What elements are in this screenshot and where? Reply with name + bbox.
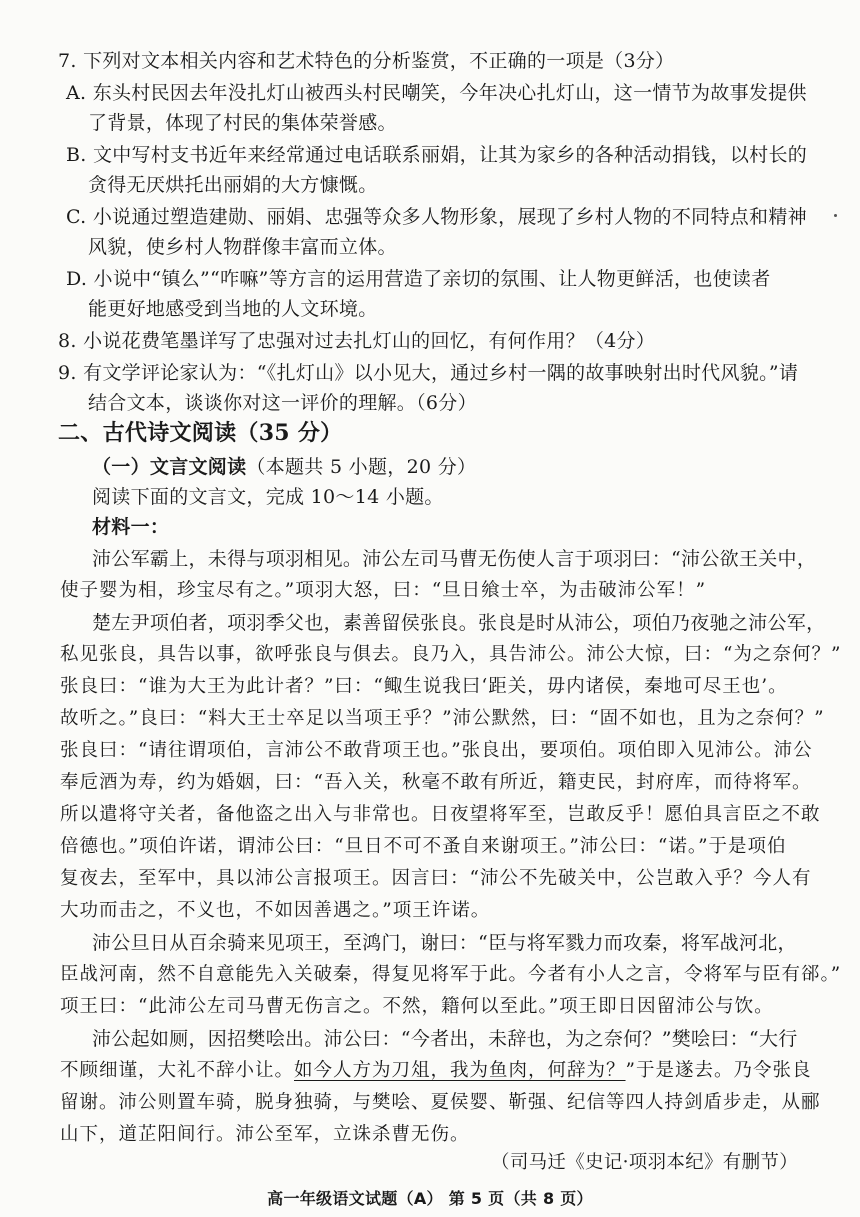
- q7-option-d-cont: 能更好地感受到当地的人文环境。: [88, 298, 378, 320]
- passage-line: 倍德也。”项伯许诺，谓沛公曰：“旦日不可不蚤自来谢项王。”沛公曰：“诺。”于是项伯: [60, 836, 787, 857]
- passage-line: 臣战河南，然不自意能先入关破秦，得复见将军于此。今者有小人之言，令将军与臣有郤。”: [60, 964, 842, 985]
- passage-line: 大功而击之，不义也，不如因善遇之。”项王许诺。: [60, 900, 491, 921]
- passage-line: 项王曰：“此沛公左司马曹无伤言之。不然，籍何以至此。”项王即日因留沛公与饮。: [60, 996, 774, 1017]
- underlined-sentence: 如今人方为刀俎，我为鱼肉，何辞为？: [294, 1060, 626, 1081]
- subsection-label: （一）文言文阅读: [92, 456, 247, 478]
- q9-cont: 结合文本，谈谈你对这一评价的理解。（6分）: [88, 392, 477, 414]
- passage-line-underlined: [60, 1058, 812, 1084]
- passage-line: 山下，道芷阳间行。沛公至军，立诛杀曹无伤。: [60, 1124, 470, 1145]
- passage-line: 私见张良，具告以事，欲呼张良与俱去。良乃入，具告沛公。沛公大惊，曰：“为之奈何？”: [60, 644, 842, 665]
- q8: 8. 小说花费笔墨详写了忠强对过去扎灯山的回忆，有何作用？（4分）: [58, 330, 656, 352]
- scan-speck: [834, 214, 837, 217]
- passage-line: 奉卮酒为寿，约为婚姻，曰：“吾入关，秋毫不敢有所近，籍吏民，封府库，而待将军。: [60, 772, 812, 793]
- q9: 9. 有文学评论家认为：“《扎灯山》以小见大，通过乡村一隅的故事映射出时代风貌。”请: [58, 362, 799, 384]
- passage-line: 留谢。沛公则置车骑，脱身独骑，与樊哙、夏侯婴、靳强、纪信等四人持剑盾步走，从郦: [60, 1092, 821, 1113]
- subsection-title: [92, 454, 476, 480]
- passage-line: 张良曰：“谁为大王为此计者？”曰：“鲰生说我曰‘距关，毋内诸侯，秦地可尽王也’。: [60, 676, 788, 697]
- q7-option-c-cont: 风貌，使乡村人物群像丰富而立体。: [88, 236, 397, 258]
- q7-stem: 7. 下列对文本相关内容和艺术特色的分析鉴赏，不正确的一项是（3分）: [58, 50, 675, 72]
- subsection-note: （本题共 5 小题，20 分）: [246, 456, 477, 478]
- q7-option-a-cont: 了背景，体现了村民的集体荣誉感。: [88, 112, 397, 134]
- passage-line: 故听之。”良曰：“料大王士卒足以当项王乎？”沛公默然，曰：“固不如也，且为之奈何？”: [60, 708, 825, 729]
- citation: （司马迁《史记·项羽本纪》有删节）: [491, 1152, 798, 1173]
- passage-line: 所以遣将守关者，备他盗之出入与非常也。日夜望将军至，岂敢反乎！愿伯具言臣之不敢: [60, 804, 821, 825]
- passage-text: 不顾细谨，大礼不辞小让。: [60, 1060, 295, 1081]
- q7-option-d: D. 小说中“镇么”“咋嘛”等方言的运用营造了亲切的氛围、让人物更鲜活，也使读者: [66, 268, 771, 290]
- q7-option-b: B. 文中写村支书近年来经常通过电话联系丽娟，让其为家乡的各种活动捐钱，以村长的: [66, 144, 808, 166]
- section-title: 二、古代诗文阅读（35 分）: [58, 420, 343, 446]
- passage-line: 复夜去，至军中，具以沛公言报项王。因言曰：“沛公不先破关中，公岂敢入乎？今人有: [60, 868, 812, 889]
- passage-line: 使子婴为相，珍宝尽有之。”项羽大怒，曰：“旦日飨士卒，为击破沛公军！”: [60, 580, 707, 601]
- q7-option-b-cont: 贪得无厌烘托出丽娟的大方慷慨。: [88, 174, 378, 196]
- q7-option-a: A. 东头村民因去年没扎灯山被西头村民嘲笑，今年决心扎灯山，这一情节为故事发提供: [66, 82, 807, 104]
- q7-option-c: C. 小说通过塑造建勋、丽娟、忠强等众多人物形象，展现了乡村人物的不同特点和精神: [66, 206, 807, 228]
- passage-text: ”于是遂去。乃令张良: [625, 1060, 812, 1081]
- instruction: 阅读下面的文言文，完成 10～14 小题。: [92, 486, 444, 508]
- page-footer: 高一年级语文试题（A） 第 5 页（共 8 页）: [267, 1189, 593, 1208]
- passage-line: 沛公起如厕，因招樊哙出。沛公曰：“今者出，未辞也，为之奈何？”樊哙曰：“大行: [92, 1028, 798, 1050]
- passage-line: 沛公旦日从百余骑来见项王，至鸿门，谢曰：“臣与将军戮力而攻秦，将军战河北，: [92, 932, 797, 954]
- material-label: 材料一：: [92, 516, 170, 538]
- passage-line: 楚左尹项伯者，项羽季父也，素善留侯张良。张良是时从沛公，项伯乃夜驰之沛公军，: [92, 612, 826, 634]
- passage-line: 沛公军霸上，未得与项羽相见。沛公左司马曹无伤使人言于项羽曰：“沛公欲王关中，: [92, 548, 817, 570]
- passage-line: 张良曰：“请往谓项伯，言沛公不敢背项王也。”张良出，要项伯。项伯即入见沛公。沛公: [60, 740, 813, 761]
